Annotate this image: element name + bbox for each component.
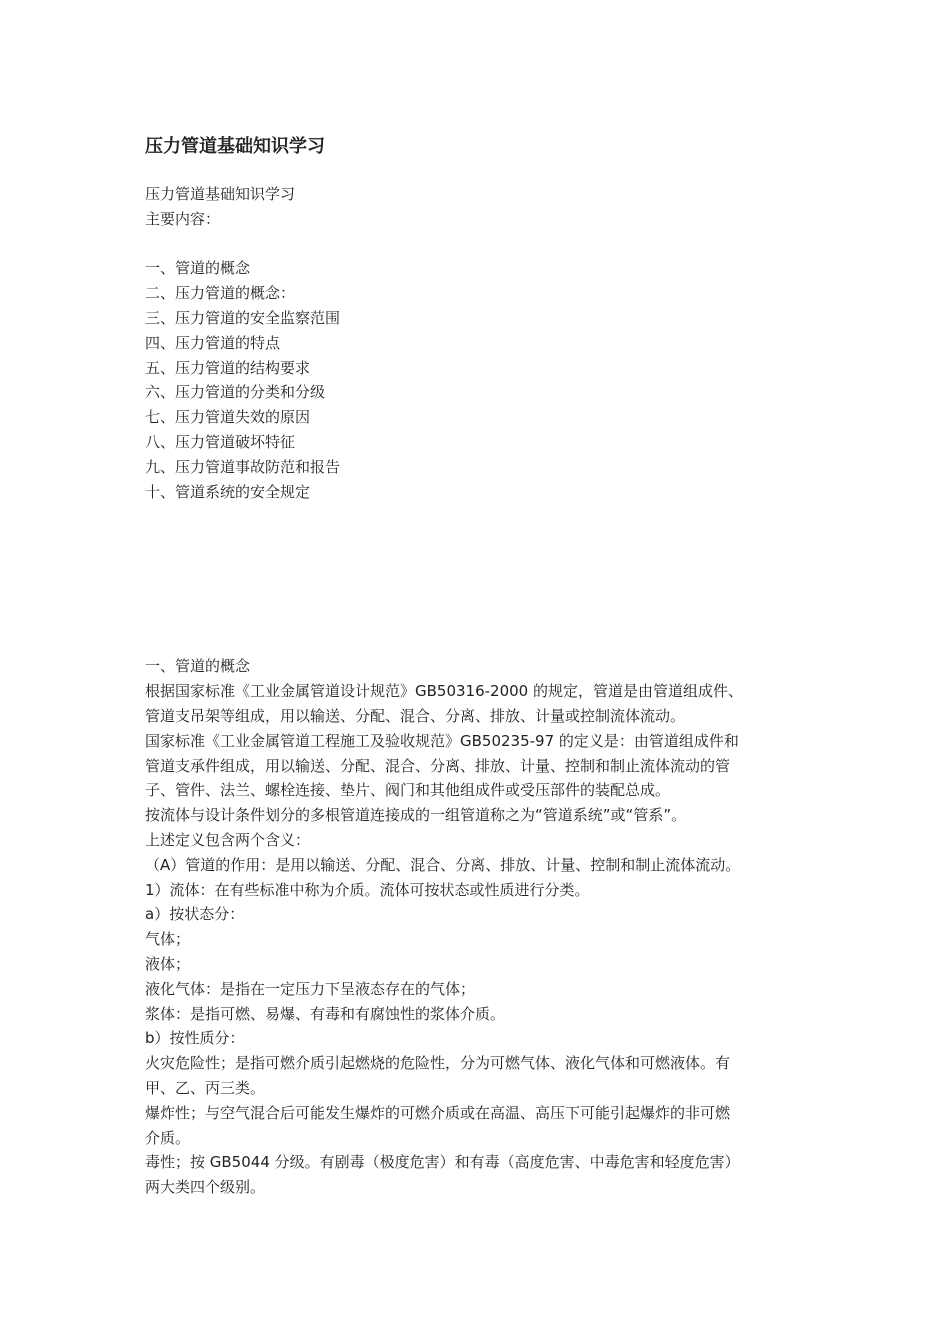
body-line: 按流体与设计条件划分的多根管道连接成的一组管道称之为“管道系统”或“管系”。 (145, 806, 687, 825)
body-line: 子、管件、法兰、螺栓连接、垫片、阀门和其他组成件或受压部件的装配总成。 (145, 781, 671, 800)
document-page (145, 132, 815, 1200)
toc-item-9: 九、压力管道事故防范和报告 (145, 457, 341, 476)
body-line: 爆炸性；与空气混合后可能发生爆炸的可燃介质或在高温、高压下可能引起爆炸的非可燃 (145, 1103, 731, 1122)
body-line: a）按状态分： (145, 905, 245, 924)
body-line: 国家标准《工业金属管道工程施工及验收规范》GB50235-97 的定义是：由管道组成件和 (145, 731, 739, 750)
body-section (145, 654, 815, 1200)
body-line: 毒性；按 GB5044 分级。有剧毒（极度危害）和有毒（高度危害、中毒危害和轻度危害） (145, 1153, 740, 1172)
body-line: （A）管道的作用：是用以输送、分配、混合、分离、排放、计量、控制和制止流体流动。 (145, 855, 741, 874)
toc-item-3: 三、压力管道的安全监察范围 (145, 308, 341, 327)
table-of-contents (145, 256, 815, 504)
body-line: 火灾危险性；是指可燃介质引起燃烧的危险性，分为可燃气体、液化气体和可燃液体。有 (145, 1054, 731, 1073)
body-line: 根据国家标准《工业金属管道设计规范》GB50316-2000 的规定，管道是由管道组成件、 (145, 682, 743, 701)
intro-heading: 压力管道基础知识学习 (145, 185, 296, 203)
blank-line (145, 232, 815, 257)
body-line: 上述定义包含两个含义： (145, 830, 311, 849)
body-line: 管道支吊架等组成，用以输送、分配、混合、分离、排放、计量或控制流体流动。 (145, 706, 686, 725)
body-line: 两大类四个级别。 (145, 1178, 266, 1197)
body-line: 甲、乙、丙三类。 (145, 1078, 266, 1097)
body-line: 液化气体：是指在一定压力下呈液态存在的气体； (145, 979, 476, 998)
body-line: 气体； (145, 930, 191, 949)
intro-section (145, 182, 815, 232)
section-heading: 一、管道的概念 (145, 657, 251, 676)
section-spacer (145, 504, 815, 654)
body-line: b）按性质分： (145, 1029, 245, 1048)
toc-item-7: 七、压力管道失效的原因 (145, 408, 311, 427)
toc-item-5: 五、压力管道的结构要求 (145, 358, 311, 377)
toc-item-10: 十、管道系统的安全规定 (145, 482, 311, 501)
body-line: 浆体：是指可燃、易爆、有毒和有腐蚀性的浆体介质。 (145, 1004, 506, 1023)
document-title: 压力管道基础知识学习 (145, 136, 325, 157)
toc-item-2: 二、压力管道的概念： (145, 284, 296, 303)
body-line: 1）流体：在有些标准中称为介质。流体可按状态或性质进行分类。 (145, 880, 590, 899)
toc-item-1: 一、管道的概念 (145, 259, 251, 278)
toc-item-6: 六、压力管道的分类和分级 (145, 383, 326, 402)
toc-item-4: 四、压力管道的特点 (145, 333, 281, 352)
intro-contents-label: 主要内容： (145, 209, 221, 228)
body-line: 管道支承件组成，用以输送、分配、混合、分离、排放、计量、控制和制止流体流动的管 (145, 756, 731, 775)
body-line: 介质。 (145, 1128, 191, 1147)
body-line: 液体； (145, 954, 191, 973)
toc-item-8: 八、压力管道破坏特征 (145, 432, 296, 451)
